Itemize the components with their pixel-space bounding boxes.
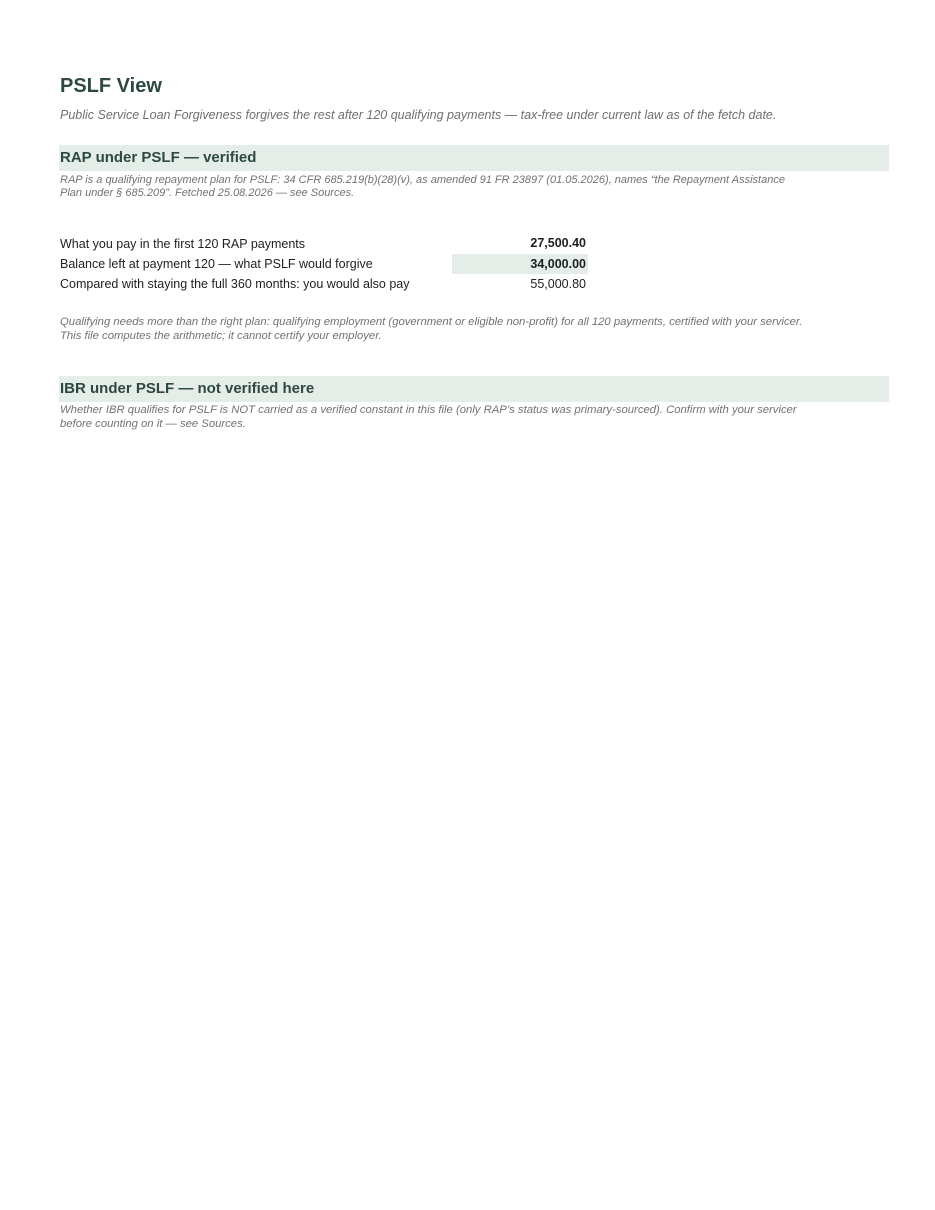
rap-citation-line-1: RAP is a qualifying repayment plan for PSLF: 34 CFR 685.219(b)(28)(v), as amended 91 FR 23897 (01.05.2026), names “the Repayment Assistance — [60, 174, 785, 186]
row-label-first-120-payments: What you pay in the first 120 RAP payments — [60, 237, 306, 251]
value-full-360-months: 55,000.80 — [530, 277, 586, 291]
page-title: PSLF View — [60, 75, 162, 97]
value-first-120-payments: 27,500.40 — [530, 236, 586, 250]
row-label-balance-forgiven: Balance left at payment 120 — what PSLF would forgive — [60, 257, 373, 271]
rap-caveat-line-1: Qualifying needs more than the right plan: qualifying employment (government or eligible non-profit) for all 120 payments, certified with your servicer. — [60, 316, 803, 328]
value-balance-forgiven: 34,000.00 — [452, 254, 588, 274]
rap-caveat-line-2: This file computes the arithmetic; it cannot certify your employer. — [60, 330, 382, 342]
rap-section-title: RAP under PSLF — verified — [60, 149, 257, 166]
ibr-note — [60, 403, 880, 431]
ibr-note-line-1: Whether IBR qualifies for PSLF is NOT carried as a verified constant in this file (only RAP’s status was primary-sourced). Confirm with your servicer — [60, 404, 797, 416]
page-subtitle: Public Service Loan Forgiveness forgives the rest after 120 qualifying payments — tax-free under current law as of the fetch date. — [60, 108, 777, 122]
row-label-full-360-months: Compared with staying the full 360 months: you would also pay — [60, 277, 410, 291]
rap-citation-note — [60, 174, 880, 200]
ibr-note-line-2: before counting on it — see Sources. — [60, 418, 246, 430]
ibr-section-title: IBR under PSLF — not verified here — [60, 380, 315, 397]
rap-citation-line-2: Plan under § 685.209”. Fetched 25.08.2026 — see Sources. — [60, 187, 355, 199]
rap-caveat-note — [60, 315, 880, 343]
